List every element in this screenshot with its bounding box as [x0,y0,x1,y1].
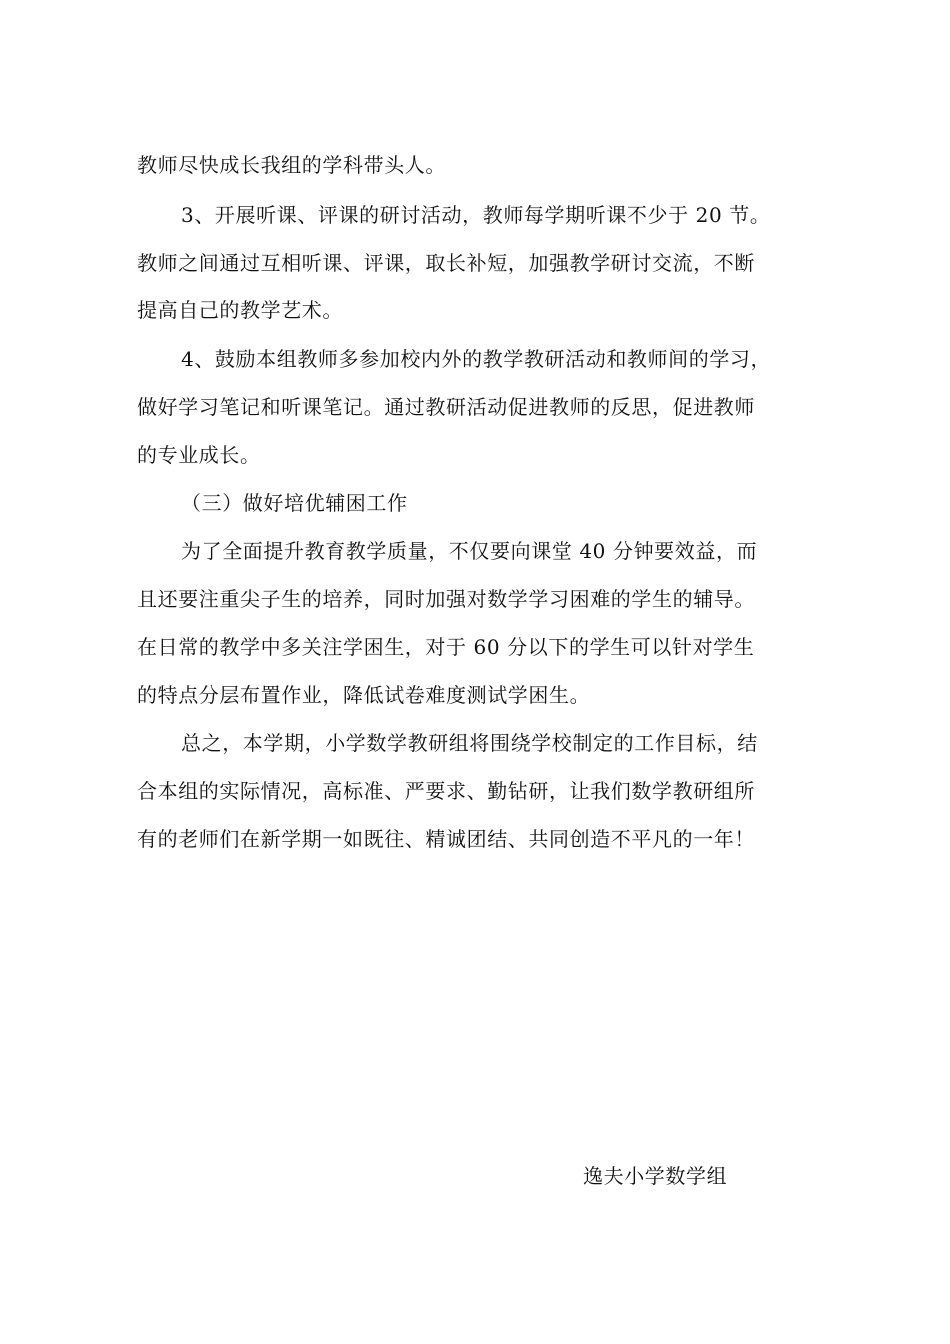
text-line-item-3: 3、开展听课、评课的研讨活动，教师每学期听课不少于 20 节。 [181,203,771,227]
text-line: 合本组的实际情况，高标准、严要求、勤钻研，让我们数学教研组所 [137,779,755,803]
text-line: 为了全面提升教育教学质量，不仅要向课堂 40 分钟要效益，而 [181,539,758,563]
text-line: 有的老师们在新学期一如既往、精诚团结、共同创造不平凡的一年！ [137,827,755,851]
text-line-item-4: 4、鼓励本组教师多参加校内外的教学教研活动和教师间的学习， [181,347,772,371]
text-line: 的专业成长。 [137,443,261,467]
text-line: 教师之间通过互相听课、评课，取长补短，加强教学研讨交流，不断 [137,251,755,275]
signature: 逸夫小学数学组 [583,1164,728,1188]
section-heading: （三）做好培优辅困工作 [181,491,408,515]
text-line: 的特点分层布置作业，降低试卷难度测试学困生。 [137,683,591,707]
text-line: 且还要注重尖子生的培养，同时加强对数学学习困难的学生的辅导。 [137,587,755,611]
text-line: 在日常的教学中多关注学困生，对于 60 分以下的学生可以针对学生 [137,635,755,659]
text-line: 教师尽快成长我组的学科带头人。 [137,153,446,177]
text-line: 提高自己的教学艺术。 [137,298,343,322]
text-line: 做好学习笔记和听课笔记。通过教研活动促进教师的反思，促进教师 [137,395,755,419]
text-line: 总之，本学期，小学数学教研组将围绕学校制定的工作目标，结 [181,731,758,755]
